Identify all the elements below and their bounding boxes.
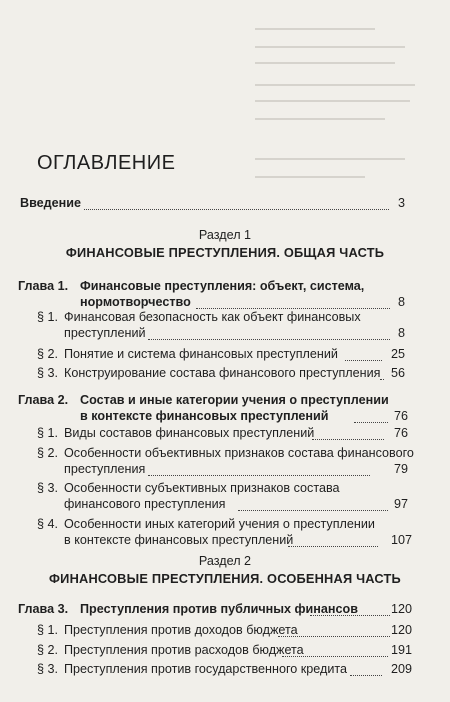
toc-item-page: 56 — [390, 366, 405, 380]
toc-item-title: Особенности объективных признаков состава финансового — [64, 446, 414, 460]
toc-item-page: 8 — [397, 326, 405, 340]
toc-item-num: § 1. — [37, 310, 59, 324]
chapter-3-title: Преступления против публичных финансов — [80, 602, 358, 616]
toc-item-title: Виды составов финансовых преступлений — [64, 426, 315, 440]
section-2-title: ФИНАНСОВЫЕ ПРЕСТУПЛЕНИЯ. ОСОБЕННАЯ ЧАСТЬ — [49, 571, 401, 586]
toc-item-page: 191 — [390, 643, 412, 657]
chapter-3-page: 120 — [390, 602, 412, 616]
toc-item-num: § 3. — [37, 662, 59, 676]
page-title: ОГЛАВЛЕНИЕ — [37, 152, 176, 174]
toc-item-num: § 2. — [37, 347, 59, 361]
toc-item-title-cont: финансового преступления — [64, 497, 226, 511]
chapter-3-num: Глава 3. — [18, 602, 69, 616]
section-1-title: ФИНАНСОВЫЕ ПРЕСТУПЛЕНИЯ. ОБЩАЯ ЧАСТЬ — [65, 245, 385, 260]
chapter-1-title-line1: Финансовые преступления: объект, система, — [80, 279, 365, 293]
toc-item-page: 97 — [393, 497, 408, 511]
leader-dots — [196, 308, 390, 309]
toc-item-title: Конструирование состава финансового преступления — [64, 366, 381, 380]
toc-item-title: Финансовая безопасность как объект финансовых — [64, 310, 361, 324]
section-2-label: Раздел 2 — [198, 554, 252, 568]
toc-item-num: § 1. — [37, 623, 59, 637]
toc-item-page: 25 — [390, 347, 405, 361]
leader-dots — [148, 475, 370, 476]
chapter-2-num: Глава 2. — [18, 393, 69, 407]
toc-item-page: 209 — [390, 662, 412, 676]
toc-item-title: Понятие и система финансовых преступлений — [64, 347, 338, 361]
toc-item-page: 79 — [393, 462, 408, 476]
chapter-1-title-line2: нормотворчество — [80, 295, 191, 309]
toc-item-num: § 3. — [37, 366, 59, 380]
toc-intro-label: Введение — [20, 196, 82, 210]
toc-item-title: Особенности субъективных признаков состава — [64, 481, 340, 495]
chapter-2-title-line2: в контексте финансовых преступлений — [80, 409, 329, 423]
chapter-2-page: 76 — [393, 409, 408, 423]
leader-dots — [148, 339, 390, 340]
toc-item-title-cont: в контексте финансовых преступлений — [64, 533, 294, 547]
chapter-1-page: 8 — [397, 295, 405, 309]
toc-item-num: § 2. — [37, 643, 59, 657]
toc-item-title: Преступления против доходов бюджета — [64, 623, 298, 637]
chapter-2-title-line1: Состав и иные категории учения о преступлении — [80, 393, 389, 407]
toc-item-num: § 3. — [37, 481, 59, 495]
leader-dots — [288, 546, 378, 547]
toc-item-title: Преступления против государственного кредита — [64, 662, 348, 676]
toc-item-num: § 1. — [37, 426, 59, 440]
toc-item-title-cont: преступлений — [64, 326, 146, 340]
toc-item-page: 76 — [393, 426, 408, 440]
toc-item-title-cont: преступления — [64, 462, 146, 476]
section-1-label: Раздел 1 — [198, 228, 252, 242]
leader-dots — [84, 209, 389, 210]
toc-item-num: § 4. — [37, 517, 59, 531]
leader-dots — [238, 510, 388, 511]
toc-item-page: 120 — [390, 623, 412, 637]
chapter-1-num: Глава 1. — [18, 279, 69, 293]
toc-intro-page: 3 — [397, 196, 405, 210]
toc-item-page: 107 — [390, 533, 412, 547]
toc-item-title: Преступления против расходов бюджета — [64, 643, 304, 657]
toc-item-title: Особенности иных категорий учения о преступлении — [64, 517, 375, 531]
toc-item-num: § 2. — [37, 446, 59, 460]
